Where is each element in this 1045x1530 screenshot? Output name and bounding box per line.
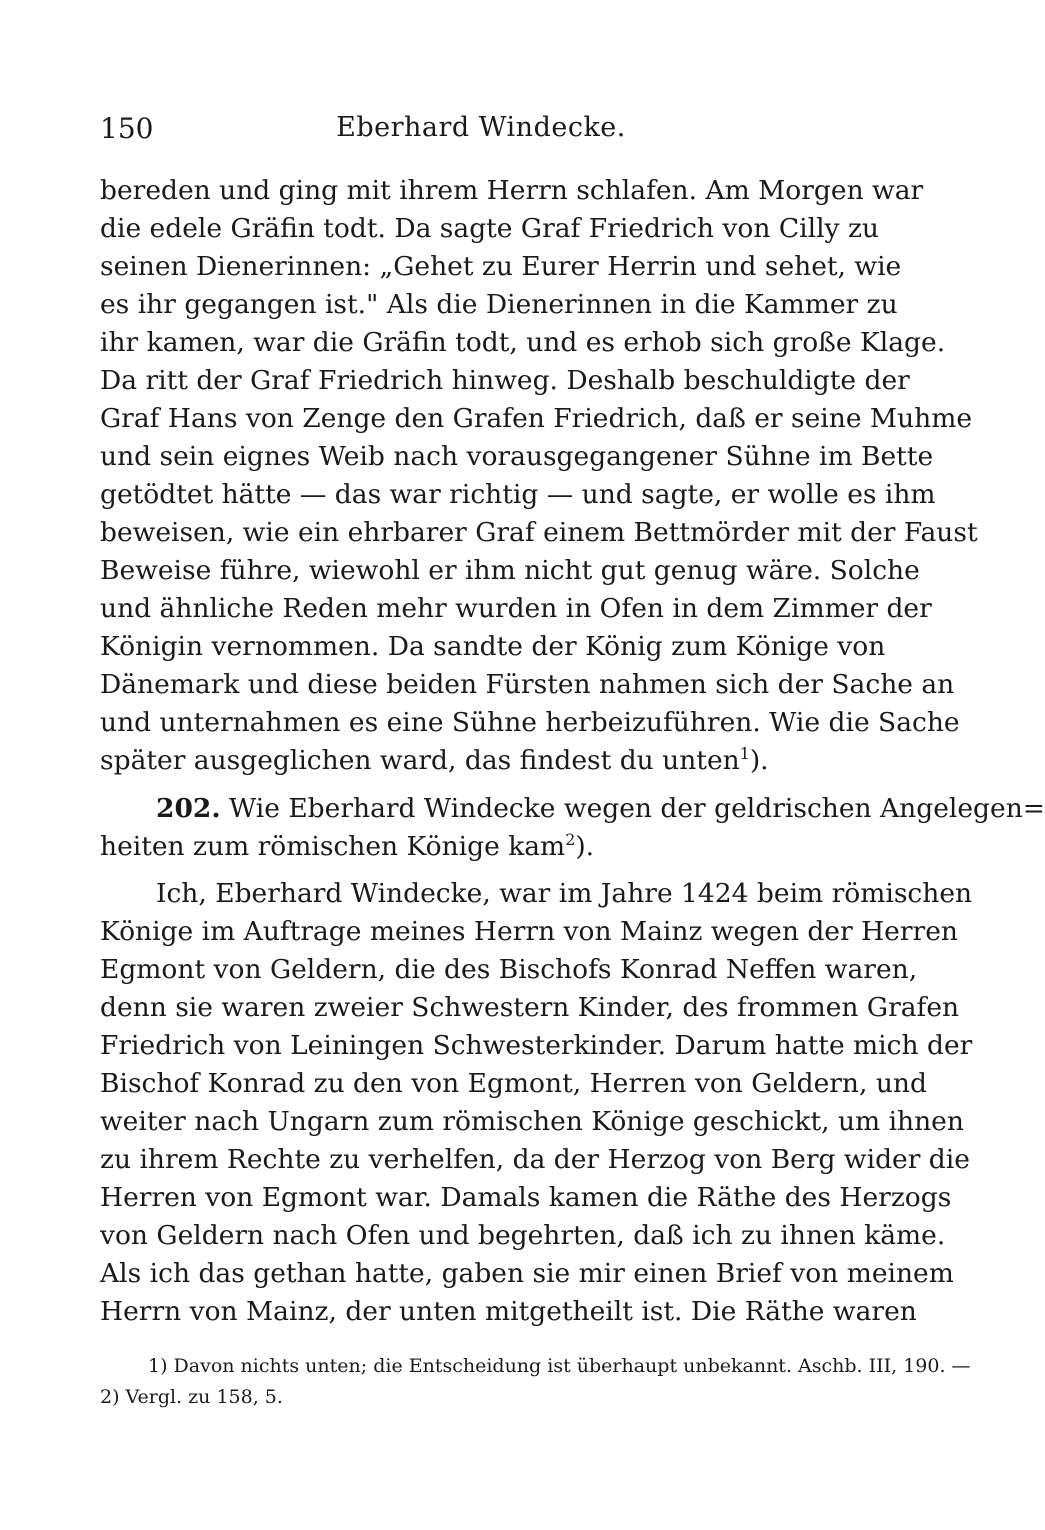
text-line: die edele Gräfin todt. Da sagte Graf Friedrich von Cilly zu — [100, 213, 879, 244]
text-line: seinen Dienerinnen: „Gehet zu Eurer Herrin und sehet, wie — [100, 251, 902, 282]
text-line: Bischof Konrad zu den von Egmont, Herren von Geldern, und — [100, 1068, 927, 1099]
text-line: denn sie waren zweier Schwestern Kinder, des frommen Grafen — [100, 992, 960, 1023]
text-line: zu ihrem Rechte zu verhelfen, da der Herzog von Berg wider die — [100, 1144, 970, 1175]
footnote-marker-2: 2 — [565, 830, 576, 850]
section-heading-line — [100, 829, 862, 865]
section-number: 202. — [156, 793, 221, 824]
text-line: Könige im Auftrage meines Herrn von Mainz wegen der Herren — [100, 916, 958, 947]
page-number: 150 — [100, 112, 154, 145]
page-header — [100, 112, 862, 152]
footnote-2: 2) Vergl. zu 158, 5. — [100, 1386, 283, 1408]
text-line: es ihr gegangen ist." Als die Dienerinnen in die Kammer zu — [100, 289, 898, 320]
text-line: Da ritt der Graf Friedrich hinweg. Deshalb beschuldigte der — [100, 365, 910, 396]
text-line: Beweise führe, wiewohl er ihm nicht gut genug wäre. Solche — [100, 555, 920, 586]
section-heading-line — [100, 791, 1045, 827]
text-run: ). — [575, 831, 595, 862]
text-line: Als ich das gethan hatte, gaben sie mir einen Brief von meinem — [100, 1258, 954, 1289]
footnote-1: 1) Davon nichts unten; die Entscheidung ist überhaupt unbekannt. Aschb. III, 190. — — [148, 1355, 971, 1377]
text-line: Friedrich von Leiningen Schwesterkinder. Darum hatte mich der — [100, 1030, 973, 1061]
section-title: heiten zum römischen Könige kam — [100, 831, 566, 862]
text-line: und ähnliche Reden mehr wurden in Ofen in dem Zimmer der — [100, 593, 932, 624]
running-head: Eberhard Windecke. — [336, 112, 626, 143]
text-run: später ausgeglichen ward, das findest du unten — [100, 745, 740, 776]
text-line: und unternahmen es eine Sühne herbeizuführen. Wie die Sache — [100, 707, 960, 738]
text-line: bereden und ging mit ihrem Herrn schlafen. Am Morgen war — [100, 175, 924, 206]
text-line: beweisen, wie ein ehrbarer Graf einem Bettmörder mit der Faust — [100, 517, 978, 548]
text-line: Graf Hans von Zenge den Grafen Friedrich, daß er seine Muhme — [100, 403, 973, 434]
text-line: weiter nach Ungarn zum römischen Könige geschickt, um ihnen — [100, 1106, 964, 1137]
text-run: ). — [749, 745, 769, 776]
text-line: Herrn von Mainz, der unten mitgetheilt ist. Die Räthe waren — [100, 1296, 917, 1327]
text-line: Königin vernommen. Da sandte der König zum Könige von — [100, 631, 886, 662]
text-line: Herren von Egmont war. Damals kamen die Räthe des Herzogs — [100, 1182, 952, 1213]
text-line: von Geldern nach Ofen und begehrten, daß ich zu ihnen käme. — [100, 1220, 946, 1251]
section-title: Wie Eberhard Windecke wegen der geldrischen Angelegen= — [228, 793, 1045, 824]
text-line: und sein eignes Weib nach vorausgegangener Sühne im Bette — [100, 441, 934, 472]
text-line: Dänemark und diese beiden Fürsten nahmen sich der Sache an — [100, 669, 955, 700]
text-line: ihr kamen, war die Gräfin todt, und es erhob sich große Klage. — [100, 327, 946, 358]
text-line: Egmont von Geldern, die des Bischofs Konrad Neffen waren, — [100, 954, 918, 985]
text-line-last — [100, 743, 862, 779]
text-line: getödtet hätte — das war richtig — und sagte, er wolle es ihm — [100, 479, 936, 510]
text-line: Ich, Eberhard Windecke, war im Jahre 1424 beim römischen — [156, 878, 973, 909]
footnote-marker-1: 1 — [739, 744, 750, 764]
